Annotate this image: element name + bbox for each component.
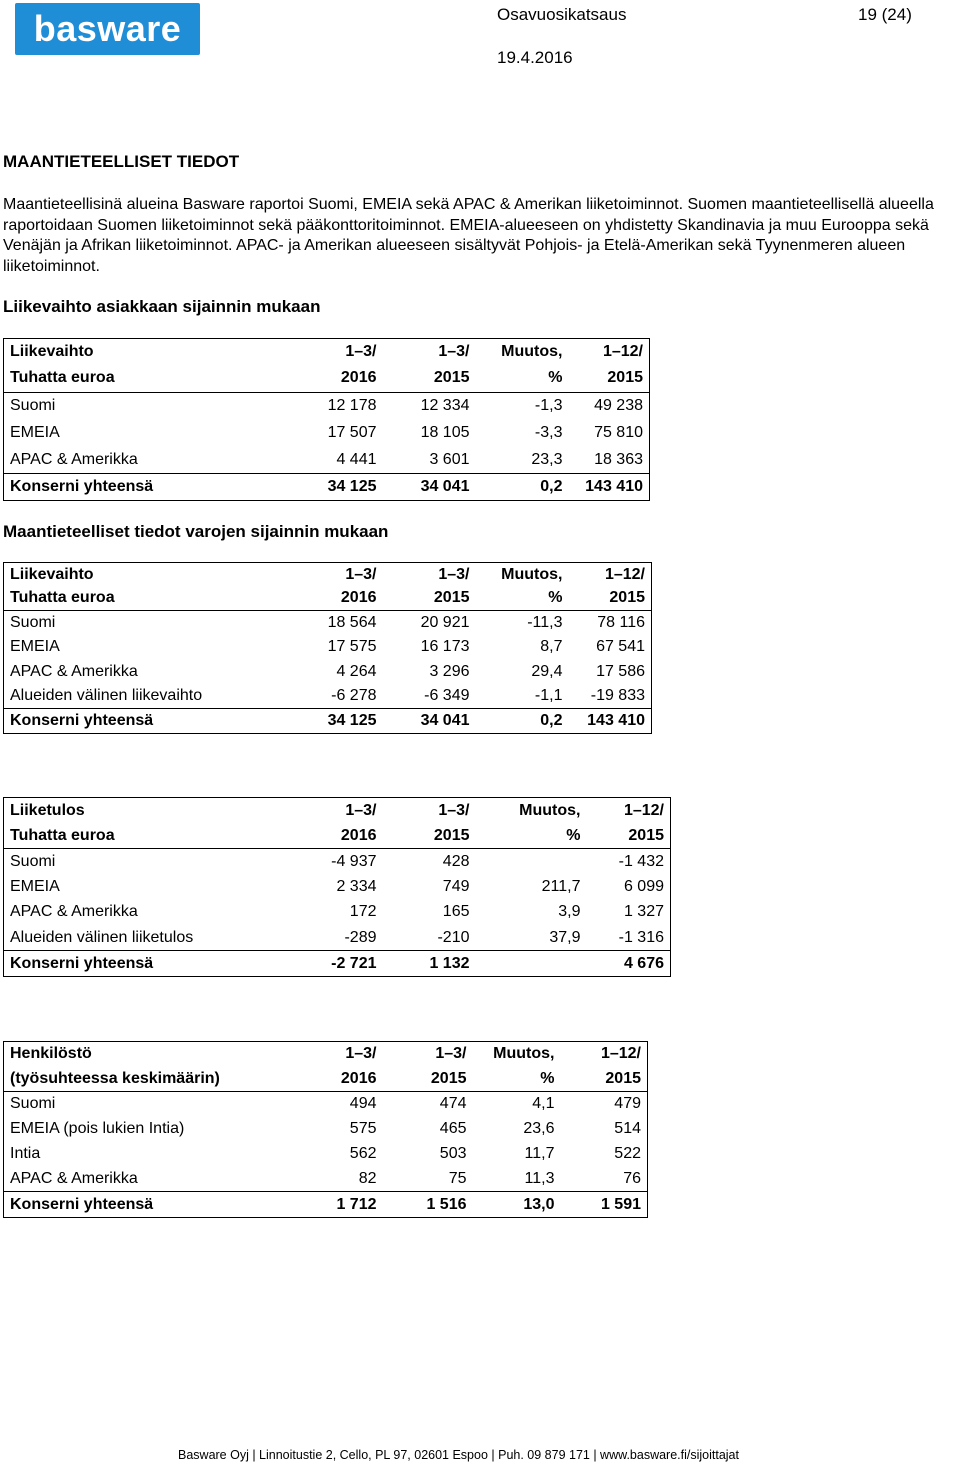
- revenue-by-asset-table: [3, 562, 652, 734]
- cell-value: -6 349: [424, 687, 470, 704]
- row-label: Alueiden välinen liikevaihto: [10, 687, 203, 704]
- cell-value: 1–3/: [345, 565, 377, 583]
- row-label: Konserni yhteensä: [4, 474, 274, 501]
- cell-value: %: [566, 826, 581, 844]
- header-row: [4, 563, 652, 587]
- row-label: Tuhatta euroa: [10, 369, 115, 387]
- cell-value: 4 264: [336, 662, 377, 680]
- row-label: (työsuhteessa keskimäärin): [10, 1069, 220, 1087]
- cell-value: 0,2: [470, 709, 563, 734]
- cell-value: 18 363: [594, 450, 643, 468]
- cell-value: 29,4: [531, 662, 563, 680]
- cell-value: 75: [448, 1169, 467, 1187]
- cell-value: 1 516: [377, 1192, 467, 1218]
- cell-value: 2015: [433, 589, 470, 607]
- cell-value: 562: [349, 1145, 377, 1162]
- cell-value: -4 937: [274, 849, 377, 875]
- table-row: [4, 684, 652, 709]
- cell-value: 2 334: [336, 877, 377, 895]
- cell-value: 2016: [340, 1069, 377, 1087]
- table-row: [4, 393, 650, 420]
- row-label: Suomi: [4, 1092, 274, 1117]
- cell-value: 37,9: [549, 928, 581, 946]
- cell-value: 514: [614, 1120, 641, 1137]
- section-title: MAANTIETEELLISET TIEDOT: [3, 152, 240, 171]
- row-label: Liiketulos: [10, 801, 85, 819]
- header-row: [4, 339, 650, 365]
- cell-value: 76: [623, 1169, 641, 1187]
- cell-value: 0,2: [470, 474, 563, 501]
- cell-value: 211,7: [541, 877, 581, 895]
- table-row: [4, 660, 652, 685]
- revenue-by-customer-table: [3, 338, 650, 501]
- row-label: Konserni yhteensä: [4, 709, 274, 734]
- table1-heading: Liikevaihto asiakkaan sijainnin mukaan: [3, 297, 321, 316]
- cell-value: 23,6: [523, 1120, 555, 1137]
- header-row: [4, 365, 650, 393]
- cell-value: 143 410: [563, 474, 650, 501]
- cell-value: -6 278: [331, 687, 377, 704]
- row-label: Tuhatta euroa: [10, 589, 115, 607]
- cell-value: 17 507: [327, 424, 377, 441]
- cell-value: 34 041: [377, 474, 470, 501]
- cell-value: 17 575: [327, 638, 377, 656]
- row-label: APAC & Amerikka: [10, 1169, 138, 1187]
- cell-value: 11,7: [524, 1145, 555, 1162]
- table-row: [4, 1092, 648, 1117]
- table-row: [4, 1117, 648, 1142]
- cell-value: 1–12/: [604, 565, 645, 583]
- cell-value: 2015: [609, 589, 645, 607]
- cell-value: 4,1: [467, 1092, 555, 1117]
- row-label: APAC & Amerikka: [10, 662, 138, 680]
- cell-value: [470, 951, 581, 977]
- row-label: Suomi: [4, 393, 274, 420]
- basware-logo: basware: [15, 3, 200, 55]
- cell-value: 165: [442, 903, 470, 921]
- row-label: EMEIA: [10, 877, 60, 895]
- cell-value: Muutos,: [501, 565, 563, 583]
- table-row: [4, 447, 650, 474]
- total-row: [4, 709, 652, 734]
- row-label: EMEIA (pois lukien Intia): [10, 1120, 185, 1137]
- cell-value: 575: [349, 1120, 377, 1137]
- cell-value: %: [548, 589, 563, 607]
- row-label: Intia: [10, 1145, 41, 1162]
- cell-value: -1,3: [470, 393, 563, 420]
- cell-value: [470, 849, 581, 875]
- cell-value: 20 921: [377, 611, 470, 636]
- cell-value: 2016: [340, 826, 377, 844]
- cell-value: 8,7: [540, 638, 563, 656]
- row-label: Suomi: [4, 611, 274, 636]
- operating-result-table: [3, 797, 671, 977]
- row-label: Konserni yhteensä: [4, 1192, 274, 1218]
- cell-value: 465: [439, 1120, 467, 1137]
- cell-value: 23,3: [531, 450, 563, 468]
- cell-value: -2 721: [274, 951, 377, 977]
- cell-value: 2015: [433, 369, 470, 387]
- cell-value: -19 833: [590, 687, 645, 704]
- cell-value: 172: [349, 903, 377, 921]
- cell-value: 2015: [433, 826, 470, 844]
- header-row: [4, 587, 652, 611]
- cell-value: -289: [344, 928, 377, 946]
- cell-value: 2016: [340, 589, 377, 607]
- cell-value: 16 173: [420, 638, 470, 656]
- cell-value: 3 601: [429, 450, 470, 468]
- cell-value: 11,3: [524, 1169, 555, 1187]
- cell-value: 1–3/: [345, 1045, 377, 1063]
- cell-value: 1–12/: [623, 801, 664, 819]
- cell-value: 49 238: [563, 393, 650, 420]
- intro-paragraph: Maantieteellisinä alueina Basware raportoi Suomi, EMEIA sekä APAC & Amerikan liiketoiminnot. Suomen maantieteellisellä alueella raportoidaan Suomen liiketoiminnot sekä pääkonttoritoiminnot. EMEIA-alueeseen on yhdistetty Skandinavia ja muu Eurooppa sekä Venäjän ja Afrikan liiketoiminnot. APAC- ja Amerikan alueeseen sisältyvät Pohjois- ja Etelä-Amerikan sekä Tyynenmeren alueen liiketoiminnot.: [3, 196, 934, 275]
- cell-value: 6 099: [623, 877, 664, 895]
- row-label: Henkilöstö: [10, 1045, 92, 1063]
- cell-value: Muutos,: [519, 801, 581, 819]
- cell-value: 75 810: [594, 424, 643, 441]
- cell-value: 749: [442, 877, 470, 895]
- page-number: 19 (24): [858, 5, 912, 24]
- cell-value: 1–3/: [345, 801, 377, 819]
- cell-value: 3 296: [429, 662, 470, 680]
- table-row: [4, 874, 671, 900]
- table-row: [4, 1142, 648, 1167]
- cell-value: 479: [555, 1092, 648, 1117]
- cell-value: 428: [377, 849, 470, 875]
- total-row: [4, 951, 671, 977]
- table-row: [4, 635, 652, 660]
- cell-value: 1 591: [555, 1192, 648, 1218]
- cell-value: %: [548, 369, 563, 387]
- cell-value: -210: [437, 928, 470, 946]
- cell-value: 18 564: [274, 611, 377, 636]
- cell-value: 494: [274, 1092, 377, 1117]
- cell-value: 1–12/: [602, 342, 643, 360]
- header-row: [4, 1067, 648, 1092]
- cell-value: 2015: [628, 826, 664, 844]
- cell-value: 503: [439, 1145, 467, 1162]
- cell-value: 4 441: [336, 450, 377, 468]
- cell-value: 67 541: [596, 638, 645, 656]
- table-row: [4, 925, 671, 951]
- row-label: Liikevaihto: [10, 565, 94, 583]
- cell-value: 12 334: [377, 393, 470, 420]
- document-type: Osavuosikatsaus: [497, 5, 627, 24]
- cell-value: 17 586: [596, 662, 645, 680]
- cell-value: 522: [614, 1145, 641, 1162]
- cell-value: 1–3/: [435, 1045, 467, 1063]
- row-label: Alueiden välinen liiketulos: [10, 928, 194, 946]
- table-row: [4, 900, 671, 926]
- table-row: [4, 1167, 648, 1192]
- cell-value: -3,3: [534, 424, 563, 441]
- cell-value: 18 105: [420, 424, 470, 441]
- cell-value: 2016: [340, 369, 377, 387]
- cell-value: Muutos,: [501, 342, 563, 360]
- cell-value: 78 116: [563, 611, 652, 636]
- cell-value: Muutos,: [493, 1045, 555, 1063]
- cell-value: 1 132: [377, 951, 470, 977]
- row-label: EMEIA: [10, 638, 60, 656]
- cell-value: 1–3/: [438, 342, 470, 360]
- table-row: [4, 420, 650, 447]
- cell-value: 34 041: [377, 709, 470, 734]
- cell-value: 1 712: [274, 1192, 377, 1218]
- cell-value: 1 327: [623, 903, 664, 921]
- cell-value: -1 432: [581, 849, 671, 875]
- row-label: Liikevaihto: [10, 342, 94, 360]
- cell-value: 143 410: [563, 709, 652, 734]
- cell-value: 474: [377, 1092, 467, 1117]
- cell-value: 2015: [430, 1069, 467, 1087]
- cell-value: 1–3/: [438, 801, 470, 819]
- cell-value: 13,0: [467, 1192, 555, 1218]
- header-row: [4, 798, 671, 824]
- row-label: Suomi: [4, 849, 274, 875]
- page-footer: Basware Oyj | Linnoitustie 2, Cello, PL 97, 02601 Espoo | Puh. 09 879 171 | www.basware.fi/sijoittajat: [178, 1448, 739, 1462]
- cell-value: 2015: [607, 369, 643, 387]
- row-label: Konserni yhteensä: [4, 951, 274, 977]
- row-label: APAC & Amerikka: [10, 450, 138, 468]
- personnel-table: [3, 1041, 648, 1218]
- total-row: [4, 474, 650, 501]
- cell-value: 34 125: [274, 709, 377, 734]
- cell-value: 34 125: [274, 474, 377, 501]
- cell-value: 1–12/: [600, 1045, 641, 1063]
- total-row: [4, 1192, 648, 1218]
- header-row: [4, 1042, 648, 1067]
- table-row: [4, 611, 652, 636]
- row-label: APAC & Amerikka: [10, 903, 138, 921]
- cell-value: 1–3/: [438, 565, 470, 583]
- cell-value: -1 316: [618, 928, 664, 946]
- cell-value: 4 676: [581, 951, 671, 977]
- table-row: [4, 849, 671, 875]
- cell-value: 82: [358, 1169, 377, 1187]
- row-label: Tuhatta euroa: [10, 826, 115, 844]
- cell-value: -1,1: [534, 687, 563, 704]
- cell-value: %: [540, 1069, 555, 1087]
- cell-value: 1–3/: [345, 342, 377, 360]
- table2-heading: Maantieteelliset tiedot varojen sijainnin mukaan: [3, 522, 389, 541]
- cell-value: 12 178: [274, 393, 377, 420]
- header-row: [4, 824, 671, 849]
- cell-value: 2015: [605, 1069, 641, 1087]
- cell-value: 3,9: [558, 903, 581, 921]
- document-date: 19.4.2016: [497, 48, 573, 67]
- row-label: EMEIA: [10, 424, 60, 441]
- cell-value: -11,3: [470, 611, 563, 636]
